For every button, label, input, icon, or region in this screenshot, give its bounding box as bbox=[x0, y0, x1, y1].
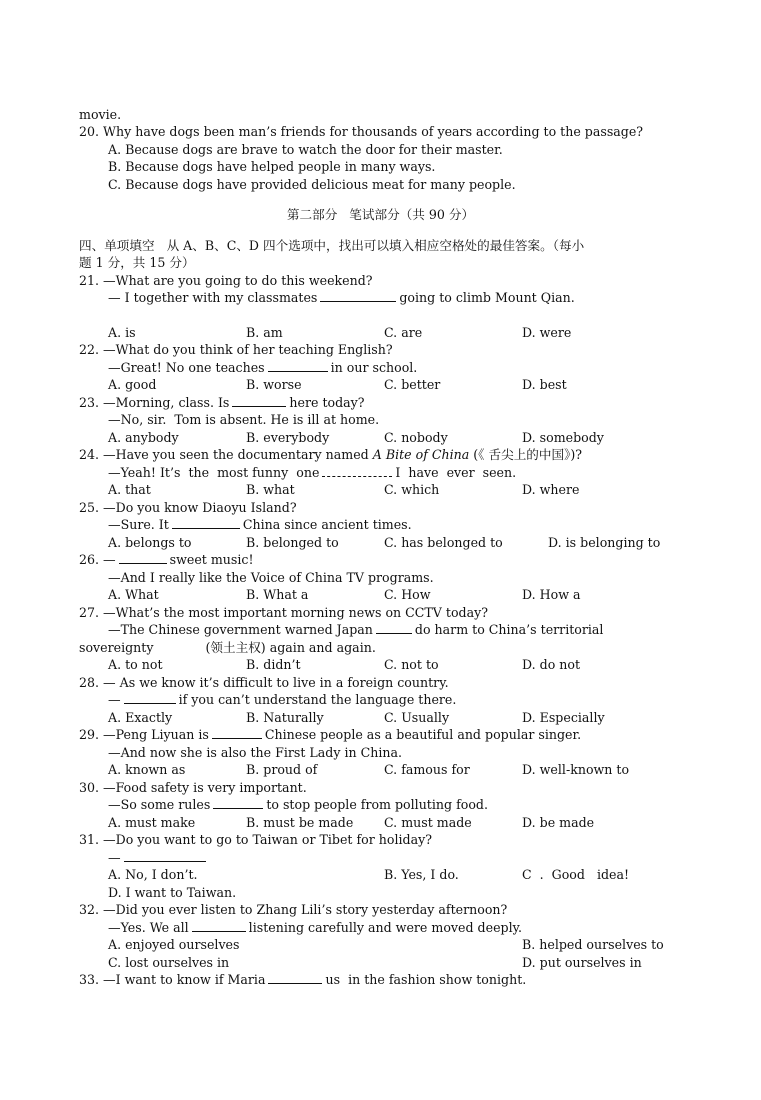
answer-blank bbox=[268, 971, 322, 984]
q22-reply: —Great! No one teaches in our school. bbox=[108, 360, 418, 375]
q28-stem: 28. — As we know it’s difficult to live in a foreign country. bbox=[79, 675, 449, 690]
q23-option-a: A. anybody bbox=[108, 430, 179, 445]
documentary-title: A Bite of China bbox=[372, 447, 470, 462]
q26-option-b: B. What a bbox=[246, 587, 309, 602]
q22-option-a: A. good bbox=[108, 377, 157, 392]
section4-heading-cont: 题 1 分，共 15 分） bbox=[79, 255, 195, 270]
q24-option-c: C. which bbox=[384, 482, 440, 497]
q31-option-b: B. Yes, I do. bbox=[384, 867, 459, 882]
q32-option-c: C. lost ourselves in bbox=[108, 955, 230, 970]
q27-reply: —The Chinese government warned Japan do harm to China’s territorial bbox=[108, 622, 604, 637]
q27-reply-cont: sovereignty (领土主权) again and again. bbox=[79, 640, 376, 655]
q32-option-b: B. helped ourselves to bbox=[522, 937, 664, 952]
q28-option-c: C. Usually bbox=[384, 710, 450, 725]
answer-blank bbox=[268, 359, 328, 372]
q28-option-b: B. Naturally bbox=[246, 710, 324, 725]
q31-option-d: D. I want to Taiwan. bbox=[108, 885, 237, 900]
q32-stem: 32. —Did you ever listen to Zhang Lili’s story yesterday afternoon? bbox=[79, 902, 508, 917]
passage-tail: movie. bbox=[79, 107, 122, 122]
q22-option-c: C. better bbox=[384, 377, 441, 392]
q30-stem: 30. —Food safety is very important. bbox=[79, 780, 307, 795]
q29-reply: —And now she is also the First Lady in China. bbox=[108, 745, 402, 760]
q32-option-a: A. enjoyed ourselves bbox=[108, 937, 240, 952]
q20-option-c: C. Because dogs have provided delicious meat for many people. bbox=[108, 177, 516, 192]
q27-option-d: D. do not bbox=[522, 657, 581, 672]
q22-stem: 22. —What do you think of her teaching English? bbox=[79, 342, 393, 357]
q23-reply: —No, sir. Tom is absent. He is ill at home. bbox=[108, 412, 380, 427]
q23-option-b: B. everybody bbox=[246, 430, 330, 445]
q25-option-c: C. has belonged to bbox=[384, 535, 503, 550]
q25-stem: 25. —Do you know Diaoyu Island? bbox=[79, 500, 297, 515]
q31-option-c: C . Good idea! bbox=[522, 867, 630, 882]
q21-option-d: D. were bbox=[522, 325, 572, 340]
q29-option-d: D. well-known to bbox=[522, 762, 630, 777]
q28-reply: — if you can’t understand the language there. bbox=[108, 692, 457, 707]
q29-option-c: C. famous for bbox=[384, 762, 470, 777]
q20-option-b: B. Because dogs have helped people in many ways. bbox=[108, 159, 436, 174]
q21-option-b: B. am bbox=[246, 325, 283, 340]
q23-stem: 23. —Morning, class. Is here today? bbox=[79, 395, 365, 410]
q27-option-a: A. to not bbox=[108, 657, 163, 672]
q26-stem: 26. — sweet music! bbox=[79, 552, 254, 567]
q24-option-d: D. where bbox=[522, 482, 580, 497]
answer-blank bbox=[172, 516, 240, 529]
section4-heading: 四、单项填空 从 A、B、C、D 四个选项中，找出可以填入相应空格处的最佳答案。（每小 bbox=[79, 238, 585, 253]
q27-stem: 27. —What’s the most important morning news on CCTV today? bbox=[79, 605, 488, 620]
answer-blank bbox=[213, 796, 263, 809]
q23-option-c: C. nobody bbox=[384, 430, 448, 445]
q26-option-c: C. How bbox=[384, 587, 431, 602]
q31-option-a: A. No, I don’t. bbox=[108, 867, 198, 882]
q25-option-b: B. belonged to bbox=[246, 535, 339, 550]
answer-blank bbox=[124, 849, 206, 862]
q21-stem: 21. —What are you going to do this weekend? bbox=[79, 273, 373, 288]
q20-stem: 20. Why have dogs been man’s friends for thousands of years according to the passage? bbox=[79, 124, 644, 139]
q21-option-a: A. is bbox=[108, 325, 136, 340]
q21-option-c: C. are bbox=[384, 325, 423, 340]
q29-option-a: A. known as bbox=[108, 762, 186, 777]
q27-option-c: C. not to bbox=[384, 657, 439, 672]
q29-option-b: B. proud of bbox=[246, 762, 318, 777]
q32-option-d: D. put ourselves in bbox=[522, 955, 642, 970]
q30-reply: —So some rules to stop people from polluting food. bbox=[108, 797, 488, 812]
q31-stem: 31. —Do you want to go to Taiwan or Tibet for holiday? bbox=[79, 832, 432, 847]
q29-stem: 29. —Peng Liyuan is Chinese people as a beautiful and popular singer. bbox=[79, 727, 582, 742]
q26-reply: —And I really like the Voice of China TV programs. bbox=[108, 570, 434, 585]
q26-option-d: D. How a bbox=[522, 587, 581, 602]
answer-blank bbox=[192, 919, 246, 932]
q26-option-a: A. What bbox=[108, 587, 159, 602]
q31-reply: — bbox=[108, 849, 761, 867]
answer-blank bbox=[320, 289, 396, 302]
q30-option-c: C. must made bbox=[384, 815, 472, 830]
q24-option-b: B. what bbox=[246, 482, 295, 497]
q21-reply: — I together with my classmates going to climb Mount Qian. bbox=[108, 290, 575, 305]
answer-blank bbox=[376, 621, 412, 634]
q25-option-d: D. is belonging to bbox=[548, 535, 661, 550]
q25-reply: —Sure. It China since ancient times. bbox=[108, 517, 412, 532]
q23-option-d: D. somebody bbox=[522, 430, 604, 445]
q32-reply: —Yes. We all listening carefully and were moved deeply. bbox=[108, 920, 523, 935]
q30-option-d: D. be made bbox=[522, 815, 595, 830]
part2-title: 第二部分 笔试部分（共 90 分） bbox=[286, 207, 475, 222]
q24-reply: —Yeah! It’s the most funny one I have ever seen. bbox=[108, 465, 517, 480]
q20-option-a: A. Because dogs are brave to watch the door for their master. bbox=[108, 142, 503, 157]
q22-option-d: D. best bbox=[522, 377, 567, 392]
q28-option-d: D. Especially bbox=[522, 710, 605, 725]
q24-stem: 24. —Have you seen the documentary named A Bite of China (《 舌尖上的中国》)? bbox=[79, 447, 583, 462]
q33-stem: 33. —I want to know if Maria us in the fashion show tonight. bbox=[79, 972, 527, 987]
q28-option-a: A. Exactly bbox=[108, 710, 173, 725]
answer-blank bbox=[322, 464, 392, 477]
q24-option-a: A. that bbox=[108, 482, 151, 497]
q30-option-b: B. must be made bbox=[246, 815, 354, 830]
answer-blank bbox=[119, 551, 167, 564]
answer-blank bbox=[232, 394, 286, 407]
q22-option-b: B. worse bbox=[246, 377, 302, 392]
answer-blank bbox=[212, 726, 262, 739]
q25-option-a: A. belongs to bbox=[108, 535, 192, 550]
q27-option-b: B. didn’t bbox=[246, 657, 301, 672]
answer-blank bbox=[124, 691, 176, 704]
q30-option-a: A. must make bbox=[108, 815, 196, 830]
